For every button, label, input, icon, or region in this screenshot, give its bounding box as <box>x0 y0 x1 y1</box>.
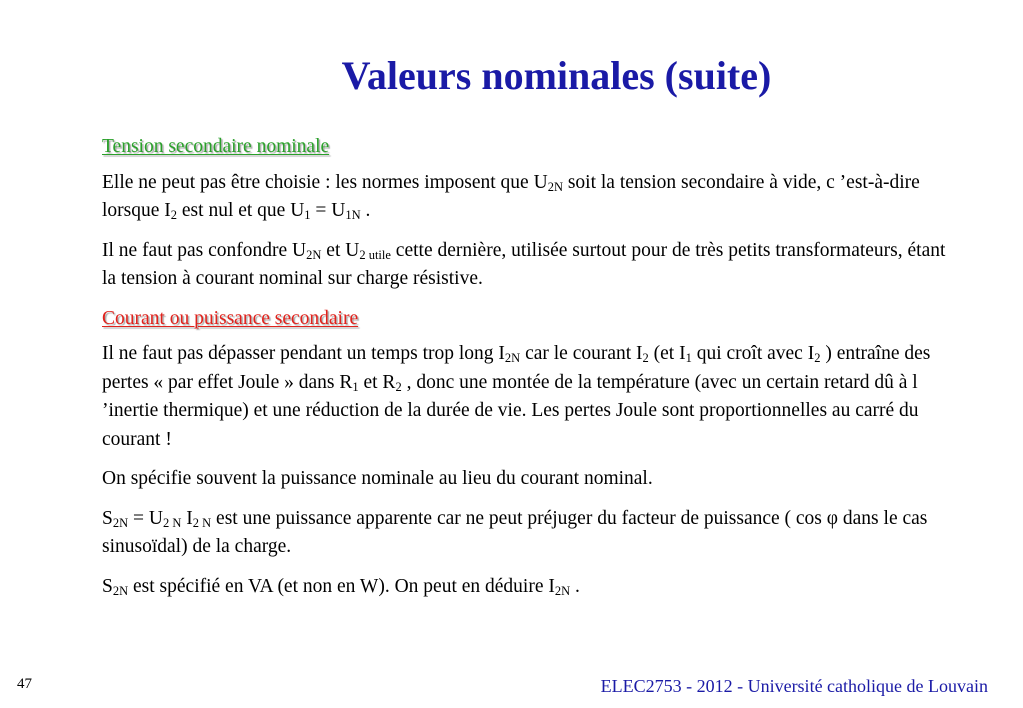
paragraph-unite-va: $S_{2N}$ est spécifié en VA (et non en W). On peut en déduire $I_{2N}$ . <box>102 575 580 598</box>
paragraph-puissance-apparente: $S_{2N} = U_{2 N}$ $I_{2 N}$ est une puissance apparente car ne peut préjuger du facteur de puissance ( cos φ dans le cas sinusoïdal) de la charge. <box>102 507 928 557</box>
footer-course-label: ELEC2753 - 2012 - Université catholique de Louvain <box>600 676 988 696</box>
slide-title: Valeurs nominales (suite) <box>341 53 772 98</box>
paragraph-tension-norme: Elle ne peut pas être choisie : les normes imposent que $U_{2N}$ soit la tension secondaire à vide, c ’est-à-dire lorsque $I_2$ est nul et que $U_1 = U_{1N}$ . <box>102 171 920 222</box>
paragraph-tension-utile: Il ne faut pas confondre $U_{2N}$ et $U_{2 utile}$ cette dernière, utilisée surtout pour de très petits transformateurs, étant la tension à courant nominal sur charge résistive. <box>102 239 946 289</box>
paragraph-courant-pertes: Il ne faut pas dépasser pendant un temps trop long $I_{2N}$ car le courant $I_2$ (et $I_1$ qui croît avec $I_2$ ) entraîne des pertes « par effet Joule » dans $R_1$ et $R_2$ , donc une montée de la température (avec un certain retard dû à l ’inertie thermique) et une réduction de la durée de vie. Les pertes Joule sont proportionnelles au carré du courant ! <box>102 343 931 450</box>
heading-tension-secondaire: Tension secondaire nominale <box>102 136 330 157</box>
heading-courant-secondaire: Courant ou puissance secondaire <box>102 307 359 329</box>
slide-content <box>102 133 952 612</box>
paragraph-puissance-nominale: On spécifie souvent la puissance nominale au lieu du courant nominal. <box>102 468 653 489</box>
page-number: 47 <box>17 676 32 692</box>
